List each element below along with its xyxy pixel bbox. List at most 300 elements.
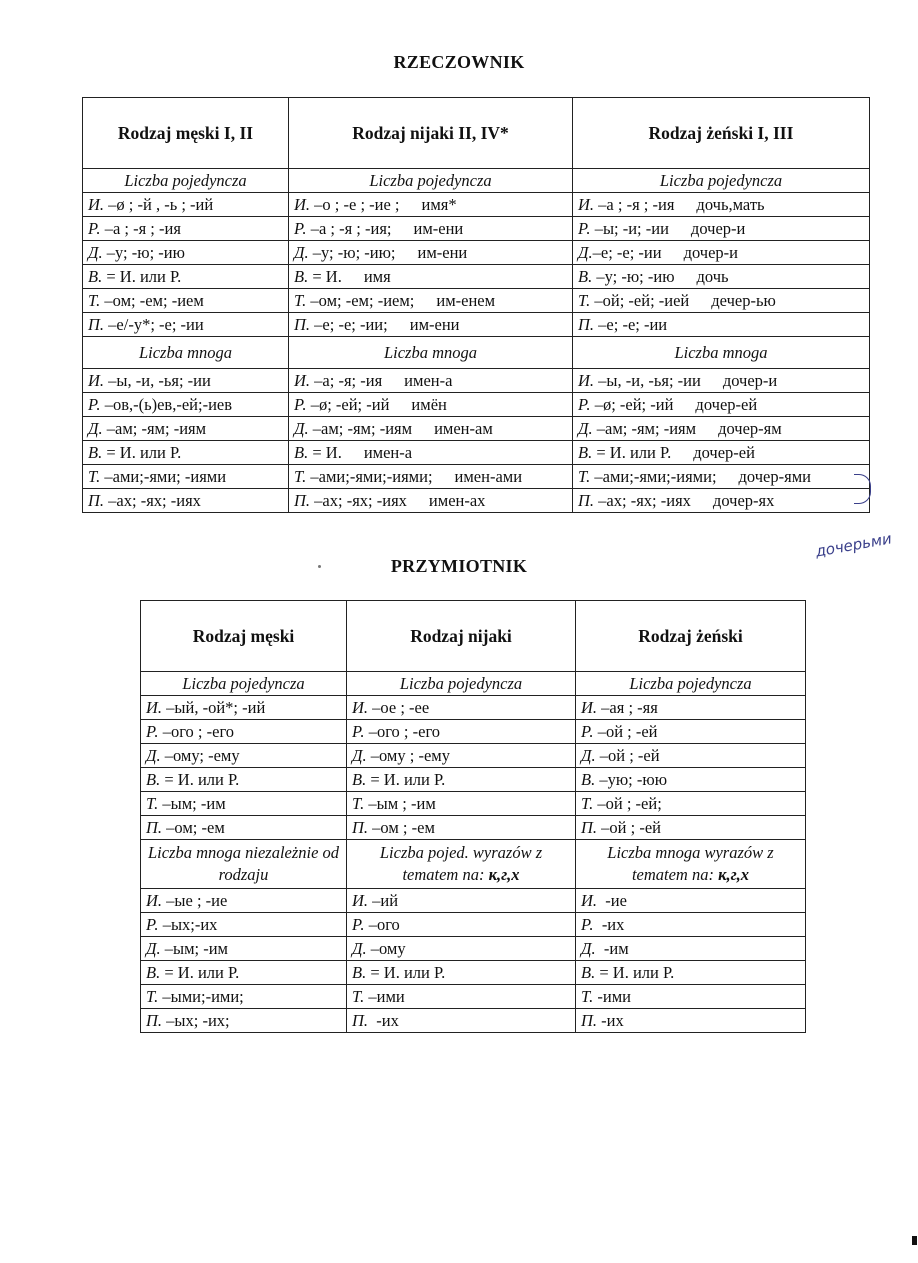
table-row (83, 217, 870, 241)
table-cell (573, 265, 870, 289)
ending-text: –ая ; -яя (597, 698, 658, 717)
table-cell (141, 792, 347, 816)
ending-text: –ом; -ем; -ием (100, 291, 204, 310)
ending-text: -им (595, 939, 629, 958)
table-cell (141, 696, 347, 720)
case-abbrev: Д. (578, 243, 593, 262)
table-cell (573, 393, 870, 417)
example-word: дочер-и (683, 243, 739, 262)
case-abbrev: П. (352, 818, 369, 837)
ending-text: –ах; -ях; -иях (594, 491, 691, 510)
adj-plural-label (141, 840, 347, 889)
example-word: им-енем (436, 291, 496, 310)
ending-text: –ому (366, 939, 406, 958)
table-cell (573, 489, 870, 513)
case-abbrev: П. (146, 818, 163, 837)
table-cell (347, 1009, 576, 1033)
case-abbrev: П. (146, 1011, 163, 1030)
ending-text: –ых; -их; (162, 1011, 230, 1030)
table-cell (576, 985, 806, 1009)
table-cell (141, 744, 347, 768)
table-cell (347, 792, 576, 816)
table-row (83, 289, 870, 313)
case-abbrev: Д. (146, 746, 161, 765)
table-cell (289, 393, 573, 417)
ending-text: –ому ; -ему (366, 746, 450, 765)
case-abbrev: В. (88, 443, 103, 462)
ending-text: –ой ; -ей; (593, 794, 662, 813)
example-word: дочер-ей (693, 443, 755, 462)
case-abbrev: В. (581, 770, 596, 789)
case-abbrev: Д. (581, 746, 596, 765)
table-cell (576, 768, 806, 792)
table-row (141, 889, 806, 913)
ending-text: –ому; -ему (160, 746, 240, 765)
example-word: имен-а (363, 443, 413, 462)
table-cell (576, 816, 806, 840)
example-word: имён (411, 395, 447, 414)
table-cell (141, 961, 347, 985)
noun-section-title: RZECZOWNIK (393, 52, 525, 72)
case-abbrev: И. (578, 195, 595, 214)
table-row (83, 489, 870, 513)
noun-plural-label-row (83, 337, 870, 369)
case-abbrev: Р. (146, 915, 159, 934)
ending-text: –е/-у*; -е; -ии (104, 315, 204, 334)
table-cell (289, 489, 573, 513)
case-abbrev: Т. (578, 467, 591, 486)
ending-text: –ого (364, 915, 400, 934)
adj-label-text: Liczba mnoga wyrazów z tematem na: (607, 843, 774, 884)
table-cell (289, 417, 573, 441)
table-cell (347, 768, 576, 792)
ending-text: = И. или Р. (102, 267, 182, 286)
case-abbrev: Т. (294, 291, 307, 310)
ending-text: –ое ; -ее (368, 698, 430, 717)
table-cell (573, 465, 870, 489)
table-cell (347, 937, 576, 961)
example-word: дочер-ям (718, 419, 782, 438)
ending-text: –ым; -им (158, 794, 226, 813)
table-cell (83, 489, 289, 513)
ending-text: –у; -ю; -ию (102, 243, 185, 262)
table-cell (289, 465, 573, 489)
case-abbrev: П. (88, 491, 105, 510)
example-word: дочь,мать (696, 195, 765, 214)
case-abbrev: И. (88, 195, 105, 214)
case-abbrev: Т. (352, 987, 365, 1006)
noun-singular-rows (83, 193, 870, 337)
table-cell (141, 913, 347, 937)
example-word: имен-ах (428, 491, 486, 510)
noun-header-neuter: Rodzaj nijaki II, IV* (289, 98, 573, 169)
ending-text: –ах; -ях; -иях (104, 491, 201, 510)
table-cell (576, 696, 806, 720)
example-word: им-ени (417, 243, 468, 262)
case-abbrev: И. (352, 891, 369, 910)
case-abbrev: И. (578, 371, 595, 390)
case-abbrev: Д. (578, 419, 593, 438)
adj-singular-label: Liczba pojedyncza (576, 672, 806, 696)
ending-text: –ого ; -его (364, 722, 441, 741)
adj-label-text: Liczba pojed. wyrazów z tematem na: (379, 843, 543, 884)
example-word: имен-ами (454, 467, 523, 486)
table-cell (141, 937, 347, 961)
ending-text: –ы, -и, -ья; -ии (104, 371, 211, 390)
case-abbrev: Д. (294, 243, 309, 262)
ending-text: –ой ; -ей (593, 722, 658, 741)
ending-text: –ø; -ей; -ий (306, 395, 390, 414)
ending-text: –у; -ю; -ию (592, 267, 675, 286)
ending-text: –е; -е; -ии (594, 315, 668, 334)
noun-singular-label: Liczba pojedyncza (289, 169, 573, 193)
ending-text: –ой; -ей; -ией (590, 291, 690, 310)
case-abbrev: Р. (294, 395, 307, 414)
table-row (141, 961, 806, 985)
example-word: дочер-и (722, 371, 778, 390)
adj-header-feminine: Rodzaj żeński (576, 601, 806, 672)
ending-text: –ых;-их (158, 915, 218, 934)
table-cell (289, 313, 573, 337)
noun-singular-label: Liczba pojedyncza (573, 169, 870, 193)
adjective-section-title: PRZYMIOTNIK (390, 556, 528, 576)
ending-text: –а ; -я ; -ия (594, 195, 675, 214)
ending-text: –ыми;-ими; (158, 987, 244, 1006)
table-cell (576, 961, 806, 985)
table-row (141, 792, 806, 816)
ending-text: -ие (597, 891, 627, 910)
table-cell (576, 792, 806, 816)
case-abbrev: Т. (352, 794, 365, 813)
table-row (141, 720, 806, 744)
example-word: имен-ам (434, 419, 493, 438)
adj-header-row (141, 601, 806, 672)
noun-header-row (83, 98, 870, 169)
case-abbrev: В. (352, 963, 367, 982)
table-row (83, 441, 870, 465)
adj-label-text: Liczba mnoga niezależnie od rodzaju (147, 843, 340, 884)
ending-text: –а ; -я ; -ия; (306, 219, 392, 238)
case-abbrev: Т. (578, 291, 591, 310)
ending-text: = И. (308, 267, 342, 286)
table-cell (289, 193, 573, 217)
ending-text: –е; -е; -ии; (310, 315, 388, 334)
table-cell (347, 816, 576, 840)
table-cell (83, 465, 289, 489)
adjective-declension-table (140, 600, 806, 1033)
case-abbrev: П. (88, 315, 105, 334)
ending-text: –ий (368, 891, 399, 910)
ending-text: –е; -е; -ии (592, 243, 662, 262)
adj-singular-label: Liczba pojedyncza (141, 672, 347, 696)
example-word: дочь (696, 267, 729, 286)
table-row (83, 465, 870, 489)
example-word: дочер-ями (738, 467, 811, 486)
adj-label-stems: к,г,х (718, 865, 750, 884)
table-cell (347, 744, 576, 768)
ending-text: –ым; -им (160, 939, 229, 958)
table-cell (141, 889, 347, 913)
ending-text: –ы, -и, -ья; -ии (594, 371, 701, 390)
ending-text: -ими (593, 987, 631, 1006)
scan-speck (318, 565, 321, 568)
table-row (83, 241, 870, 265)
case-abbrev: И. (352, 698, 369, 717)
table-cell (347, 961, 576, 985)
table-row (141, 913, 806, 937)
table-cell (83, 265, 289, 289)
case-abbrev: Р. (352, 722, 365, 741)
table-cell (573, 193, 870, 217)
case-abbrev: Т. (294, 467, 307, 486)
case-abbrev: Д. (352, 746, 367, 765)
table-cell (83, 441, 289, 465)
example-word: имен-а (404, 371, 453, 390)
ending-text: -их (368, 1011, 399, 1030)
table-row (141, 985, 806, 1009)
case-abbrev: В. (578, 267, 593, 286)
adj-kgx-plural-label (576, 840, 806, 889)
case-abbrev: В. (294, 267, 309, 286)
case-abbrev: П. (581, 818, 598, 837)
table-cell (573, 369, 870, 393)
table-row (141, 744, 806, 768)
case-abbrev: В. (88, 267, 103, 286)
example-word: дечер-ью (711, 291, 776, 310)
ending-text: –у; -ю; -ию; (308, 243, 396, 262)
noun-singular-label-row (83, 169, 870, 193)
adj-second-label-row (141, 840, 806, 889)
table-cell (576, 937, 806, 961)
table-cell (576, 889, 806, 913)
table-row (141, 1009, 806, 1033)
table-cell (141, 816, 347, 840)
ending-text: –ам; -ям; -иям (308, 419, 413, 438)
ending-text: –ом; -ем (162, 818, 225, 837)
adj-second-rows (141, 889, 806, 1033)
table-cell (83, 369, 289, 393)
ending-text: –ую; -юю (595, 770, 668, 789)
table-cell (576, 1009, 806, 1033)
case-abbrev: Д. (88, 419, 103, 438)
noun-header-feminine: Rodzaj żeński I, III (573, 98, 870, 169)
case-abbrev: П. (581, 1011, 598, 1030)
table-cell (573, 417, 870, 441)
example-word: им-ени (409, 315, 460, 334)
noun-plural-label: Liczba mnoga (83, 337, 289, 369)
noun-plural-label: Liczba mnoga (573, 337, 870, 369)
adj-label-stems: к,г,х (488, 865, 520, 884)
case-abbrev: Т. (146, 794, 159, 813)
case-abbrev: В. (352, 770, 367, 789)
noun-header-masculine: Rodzaj męski I, II (83, 98, 289, 169)
example-word: дочер-ях (712, 491, 775, 510)
ending-text: –ах; -ях; -иях (310, 491, 407, 510)
table-cell (141, 985, 347, 1009)
table-row (83, 265, 870, 289)
table-row (83, 369, 870, 393)
ending-text: –ый, -ой*; -ий (162, 698, 266, 717)
table-cell (576, 744, 806, 768)
case-abbrev: Т. (88, 291, 101, 310)
table-cell (573, 289, 870, 313)
table-cell (573, 313, 870, 337)
case-abbrev: Р. (578, 219, 591, 238)
case-abbrev: И. (88, 371, 105, 390)
ending-text: –ого ; -его (158, 722, 235, 741)
ending-text: –ø; -ей; -ий (590, 395, 674, 414)
ending-text: –ой ; -ей (595, 746, 660, 765)
table-cell (141, 1009, 347, 1033)
table-row (141, 816, 806, 840)
adj-header-neuter: Rodzaj nijaki (347, 601, 576, 672)
case-abbrev: Р. (88, 395, 101, 414)
table-cell (347, 889, 576, 913)
ending-text: -их (597, 1011, 624, 1030)
case-abbrev: И. (146, 891, 163, 910)
case-abbrev: Р. (352, 915, 365, 934)
table-row (83, 417, 870, 441)
ending-text: = И. или Р. (592, 443, 672, 462)
case-abbrev: И. (294, 195, 311, 214)
table-cell (289, 265, 573, 289)
noun-singular-label: Liczba pojedyncza (83, 169, 289, 193)
table-row (83, 393, 870, 417)
table-row (141, 768, 806, 792)
table-cell (83, 289, 289, 313)
table-cell (347, 720, 576, 744)
ending-text: –ами;-ями;-иями; (590, 467, 717, 486)
scan-speck (912, 1236, 917, 1245)
ending-text: = И. или Р. (160, 770, 240, 789)
table-row (83, 193, 870, 217)
case-abbrev: П. (578, 491, 595, 510)
case-abbrev: Д. (581, 939, 596, 958)
case-abbrev: Д. (146, 939, 161, 958)
case-abbrev: Р. (146, 722, 159, 741)
handwritten-note: дочерьми (814, 529, 894, 561)
table-cell (83, 313, 289, 337)
ending-text: –ые ; -ие (162, 891, 228, 910)
case-abbrev: В. (578, 443, 593, 462)
table-cell (289, 441, 573, 465)
case-abbrev: Т. (88, 467, 101, 486)
table-cell (83, 241, 289, 265)
case-abbrev: В. (581, 963, 596, 982)
table-cell (576, 913, 806, 937)
table-row (141, 937, 806, 961)
ending-text: = И. или Р. (595, 963, 675, 982)
ending-text: –ой ; -ей (597, 818, 661, 837)
case-abbrev: П. (294, 315, 311, 334)
case-abbrev: В. (146, 963, 161, 982)
table-cell (573, 441, 870, 465)
ending-text: -их (593, 915, 625, 934)
case-abbrev: Р. (581, 722, 594, 741)
table-cell (289, 217, 573, 241)
ending-text: = И. (308, 443, 342, 462)
table-cell (573, 241, 870, 265)
case-abbrev: П. (352, 1011, 369, 1030)
ending-text: –ами;-ями;-иями; (306, 467, 433, 486)
case-abbrev: И. (581, 891, 598, 910)
ending-text: –ом ; -ем (368, 818, 435, 837)
table-cell (347, 985, 576, 1009)
ending-text: = И. или Р. (366, 770, 446, 789)
ending-text: –ø ; -й , -ь ; -ий (104, 195, 214, 214)
case-abbrev: Р. (88, 219, 101, 238)
ending-text: –ы; -и; -ии (590, 219, 669, 238)
example-word: дочер-и (690, 219, 746, 238)
adj-singular-label: Liczba pojedyncza (347, 672, 576, 696)
case-abbrev: Т. (581, 794, 594, 813)
adj-singular-rows (141, 696, 806, 840)
case-abbrev: В. (294, 443, 309, 462)
example-word: им-ени (413, 219, 464, 238)
ending-text: = И. или Р. (160, 963, 240, 982)
table-cell (83, 417, 289, 441)
case-abbrev: Р. (578, 395, 591, 414)
ending-text: –ым ; -им (364, 794, 436, 813)
noun-plural-rows (83, 369, 870, 513)
adj-kgx-singular-label (347, 840, 576, 889)
case-abbrev: П. (578, 315, 595, 334)
table-cell (289, 289, 573, 313)
ending-text: –ам; -ям; -иям (592, 419, 697, 438)
ending-text: –ам; -ям; -иям (102, 419, 207, 438)
noun-plural-label: Liczba mnoga (289, 337, 573, 369)
example-word: имя* (421, 195, 457, 214)
ending-text: –ом; -ем; -ием; (306, 291, 415, 310)
table-row (141, 696, 806, 720)
ending-text: = И. или Р. (102, 443, 182, 462)
ending-text: –ов,-(ь)ев,-ей;-иев (100, 395, 233, 414)
ending-text: –ими (364, 987, 405, 1006)
ending-text: –а ; -я ; -ия (100, 219, 181, 238)
ending-text: –ами;-ями; -иями (100, 467, 227, 486)
table-cell (141, 768, 347, 792)
case-abbrev: Р. (294, 219, 307, 238)
example-word: дочер-ей (695, 395, 758, 414)
case-abbrev: Д. (352, 939, 367, 958)
table-cell (83, 393, 289, 417)
adj-singular-label-row (141, 672, 806, 696)
case-abbrev: Р. (581, 915, 594, 934)
case-abbrev: И. (146, 698, 163, 717)
table-cell (347, 696, 576, 720)
table-cell (347, 913, 576, 937)
case-abbrev: Д. (88, 243, 103, 262)
adj-header-masculine: Rodzaj męski (141, 601, 347, 672)
ending-text: –а; -я; -ия (310, 371, 383, 390)
table-cell (289, 241, 573, 265)
table-cell (141, 720, 347, 744)
table-cell (289, 369, 573, 393)
example-word: имя (363, 267, 391, 286)
table-cell (83, 217, 289, 241)
table-cell (576, 720, 806, 744)
case-abbrev: Т. (581, 987, 594, 1006)
case-abbrev: И. (581, 698, 598, 717)
ending-text: = И. или Р. (366, 963, 446, 982)
table-cell (83, 193, 289, 217)
table-row (83, 313, 870, 337)
case-abbrev: Т. (146, 987, 159, 1006)
case-abbrev: П. (294, 491, 311, 510)
noun-declension-table (82, 97, 870, 513)
ending-text: –о ; -е ; -ие ; (310, 195, 400, 214)
table-cell (573, 217, 870, 241)
